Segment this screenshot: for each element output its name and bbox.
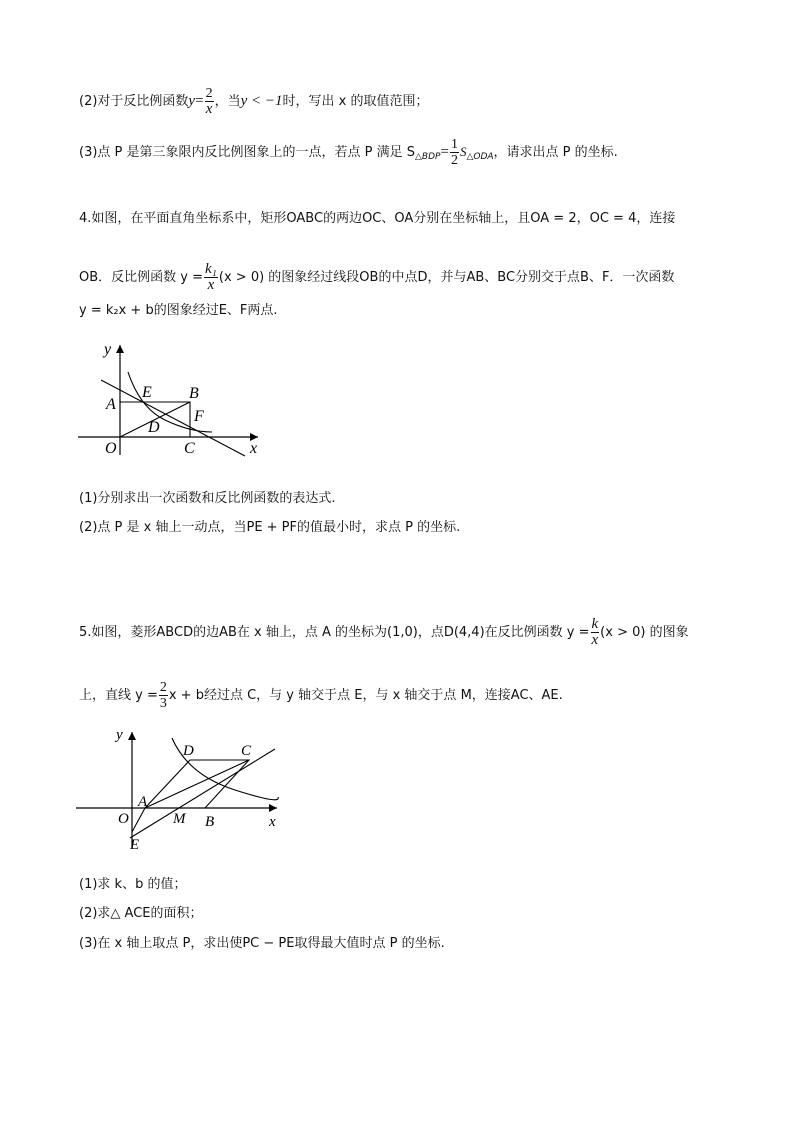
p4-line-ef (101, 380, 245, 456)
p5-label-b: B (205, 814, 215, 830)
p3-q3-line (79, 137, 618, 168)
p5-label-y: y (116, 727, 123, 743)
p4-label-x: x (250, 440, 258, 457)
p4-line2-b: (x > 0) 的图象经过线段OB的中点D，并与AB、BC分别交于点B、F．一次函数 (218, 270, 675, 285)
p5-q3: (3)在 x 轴上取点 P，求出使PC − PE取得最大值时点 P 的坐标. (79, 936, 445, 951)
p4-fraction (204, 262, 218, 293)
p4-label-a: A (106, 396, 116, 413)
p5-frac1-den: x (591, 632, 599, 648)
p3-q2-suffix: 时，写出 x 的取值范围； (282, 94, 429, 109)
p5-q1: (1)求 k、b 的值； (79, 877, 187, 892)
p4-label-b: B (189, 385, 199, 402)
p4-label-o: O (105, 440, 117, 457)
p3-q3-eq: = (440, 144, 449, 160)
p3-q3-fraction (450, 137, 459, 168)
p4-q1: (1)分别求出一次函数和反比例函数的表达式. (79, 491, 336, 506)
p3-q2-prefix: (2)对于反比例函数 (79, 94, 189, 109)
p3-q3-frac-den: 2 (450, 153, 458, 168)
p4-label-d: D (148, 419, 160, 436)
p5-label-x: x (269, 814, 276, 830)
p5-frac1-num: k (591, 616, 599, 632)
p3-q2-cond: y < −1 (240, 93, 283, 109)
p5-label-d: D (183, 743, 194, 759)
p3-q2-fraction (205, 86, 214, 117)
p3-q3-sub1: △BDP (415, 152, 441, 162)
p5-line1-b: (x > 0) 的图象 (600, 625, 689, 640)
p3-q2-frac-num: 2 (205, 86, 213, 101)
p4-figure (70, 335, 270, 460)
p4-frac-den: x (207, 277, 215, 293)
p5-figure (70, 722, 285, 862)
p5-y-arrow (128, 732, 136, 740)
p4-line3: y = k₂x + b的图象经过E、F两点. (79, 303, 278, 318)
p5-frac2-num: 2 (159, 680, 167, 695)
p3-q3-prefix: (3)点 P 是第三象限内反比例图象上的一点，若点 P 满足 S (79, 145, 416, 160)
p3-q3-sub2: △ODA (466, 152, 494, 162)
p5-fraction-1 (591, 617, 600, 648)
p4-q2: (2)点 P 是 x 轴上一动点，当PE + PF的值最小时，求点 P 的坐标. (79, 520, 461, 535)
p4-line2-a: OB．反比例函数 y = (79, 270, 204, 285)
p5-label-e: E (130, 837, 140, 853)
p5-label-a: A (138, 794, 148, 810)
p3-q3-suffix: ，请求出点 P 的坐标. (493, 145, 618, 160)
p3-q3-s2: S (459, 144, 467, 159)
p3-q2-line (79, 86, 428, 117)
p4-y-arrow (116, 345, 124, 353)
p4-label-y: y (104, 341, 112, 358)
p5-x-arrow (269, 804, 277, 812)
p3-q2-eq: = (195, 93, 204, 109)
p4-label-f: F (194, 408, 204, 425)
p3-q2-frac-den: x (205, 101, 213, 117)
p4-line1: 4.如图，在平面直角坐标系中，矩形OABC的两边OC、OA分别在坐标轴上，且OA = 2，OC = 4，连接 (79, 211, 676, 226)
p3-q3-frac-num: 1 (450, 137, 458, 152)
p5-line-ac (145, 760, 249, 808)
p4-label-e: E (142, 384, 152, 401)
p5-line2 (79, 680, 563, 711)
p5-line2-b: x + b经过点 C，与 y 轴交于点 E，与 x 轴交于点 M，连接AC、AE. (168, 688, 563, 703)
p5-label-m: M (173, 811, 186, 827)
p5-line-ae (132, 808, 145, 832)
p5-line1 (79, 617, 689, 648)
p4-line2 (79, 262, 674, 293)
p5-fraction-2 (159, 680, 168, 711)
p4-label-c: C (184, 440, 195, 457)
p5-label-c: C (241, 743, 252, 759)
p3-q2-mid: ，当 (214, 94, 241, 109)
p5-line-ec (130, 749, 275, 838)
p3-q2-y: y (188, 93, 196, 109)
p4-frac-num: k₁ (205, 261, 217, 277)
p5-q2: (2)求△ ACE的面积； (79, 906, 203, 921)
p5-line1-a: 5.如图，菱形ABCD的边AB在 x 轴上，点 A 的坐标为(1,0)，点D(4,4)在反比例函数 y = (79, 625, 590, 640)
p5-label-o: O (118, 811, 129, 827)
p5-frac2-den: 3 (159, 696, 167, 711)
p5-line2-a: 上，直线 y = (79, 688, 158, 703)
